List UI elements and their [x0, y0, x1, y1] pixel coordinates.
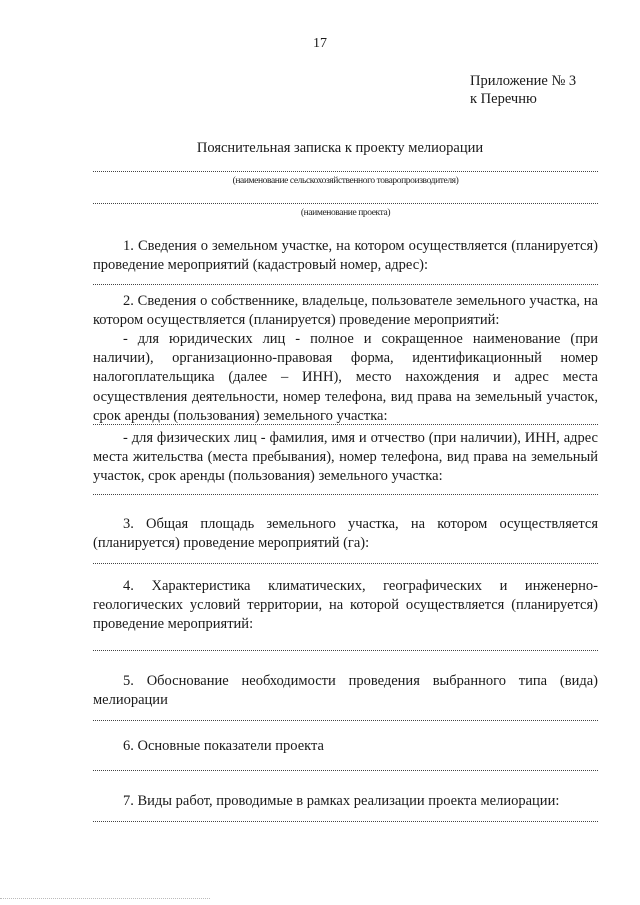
section-4-fill-line [93, 650, 598, 651]
section-5-justification: 5. Обоснование необходимости проведения выбранного типа (вида) мелиорации [93, 673, 598, 709]
project-name-line [93, 203, 598, 204]
section-2-legal-fill-line [93, 424, 598, 425]
scan-artifact-line [0, 898, 210, 899]
project-caption: (наименование проекта) [300, 208, 391, 218]
section-6-fill-line [93, 770, 598, 771]
section-2-legal-entities: - для юридических лиц - полное и сокращенное наименование (при наличии), организационно-правовая форма, идентификационный номер налогоплательщика (далее – ИНН), место нахождения и адрес места осуществления деятельности, номер телефона, вид права на земельный участок, срок аренды (пользования) земельного участка: [93, 331, 598, 424]
section-2-individuals: - для физических лиц - фамилия, имя и отчество (при наличии), ИНН, адрес места жительства (места пребывания), номер телефона, вид права на земельный участок, срок аренды (пользования) земельного участка: [93, 430, 598, 485]
section-7-work-types: 7. Виды работ, проводимые в рамках реализации проекта мелиорации: [123, 793, 560, 809]
appendix-line-2: к Перечню [470, 91, 537, 107]
section-6-key-indicators: 6. Основные показатели проекта [123, 738, 324, 754]
section-5-fill-line [93, 720, 598, 721]
section-1-land-plot-info: 1. Сведения о земельном участке, на котором осуществляется (планируется) проведение мероприятий (кадастровый номер, адрес): [93, 238, 598, 274]
section-3-total-area: 3. Общая площадь земельного участка, на котором осуществляется (планируется) проведение мероприятий (га): [93, 516, 598, 552]
section-2-individual-fill-line [93, 494, 598, 495]
section-2-owner-info: 2. Сведения о собственнике, владельце, пользователе земельного участка, на котором осуществляется (планируется) проведение мероприятий: [93, 293, 598, 329]
page-number: 17 [313, 36, 327, 51]
section-1-fill-line [93, 284, 598, 285]
producer-name-line [93, 171, 598, 172]
section-3-fill-line [93, 563, 598, 564]
section-7-fill-line [93, 821, 598, 822]
document-title: Пояснительная записка к проекту мелиорации [196, 140, 484, 156]
producer-caption: (наименование сельскохозяйственного товаропроизводителя) [232, 176, 459, 186]
section-4-conditions: 4. Характеристика климатических, географических и инженерно-геологических условий территории, на которой осуществляется (планируется) проведение мероприятий: [93, 578, 598, 633]
appendix-reference [470, 72, 610, 108]
appendix-line-1: Приложение № 3 [470, 73, 577, 89]
